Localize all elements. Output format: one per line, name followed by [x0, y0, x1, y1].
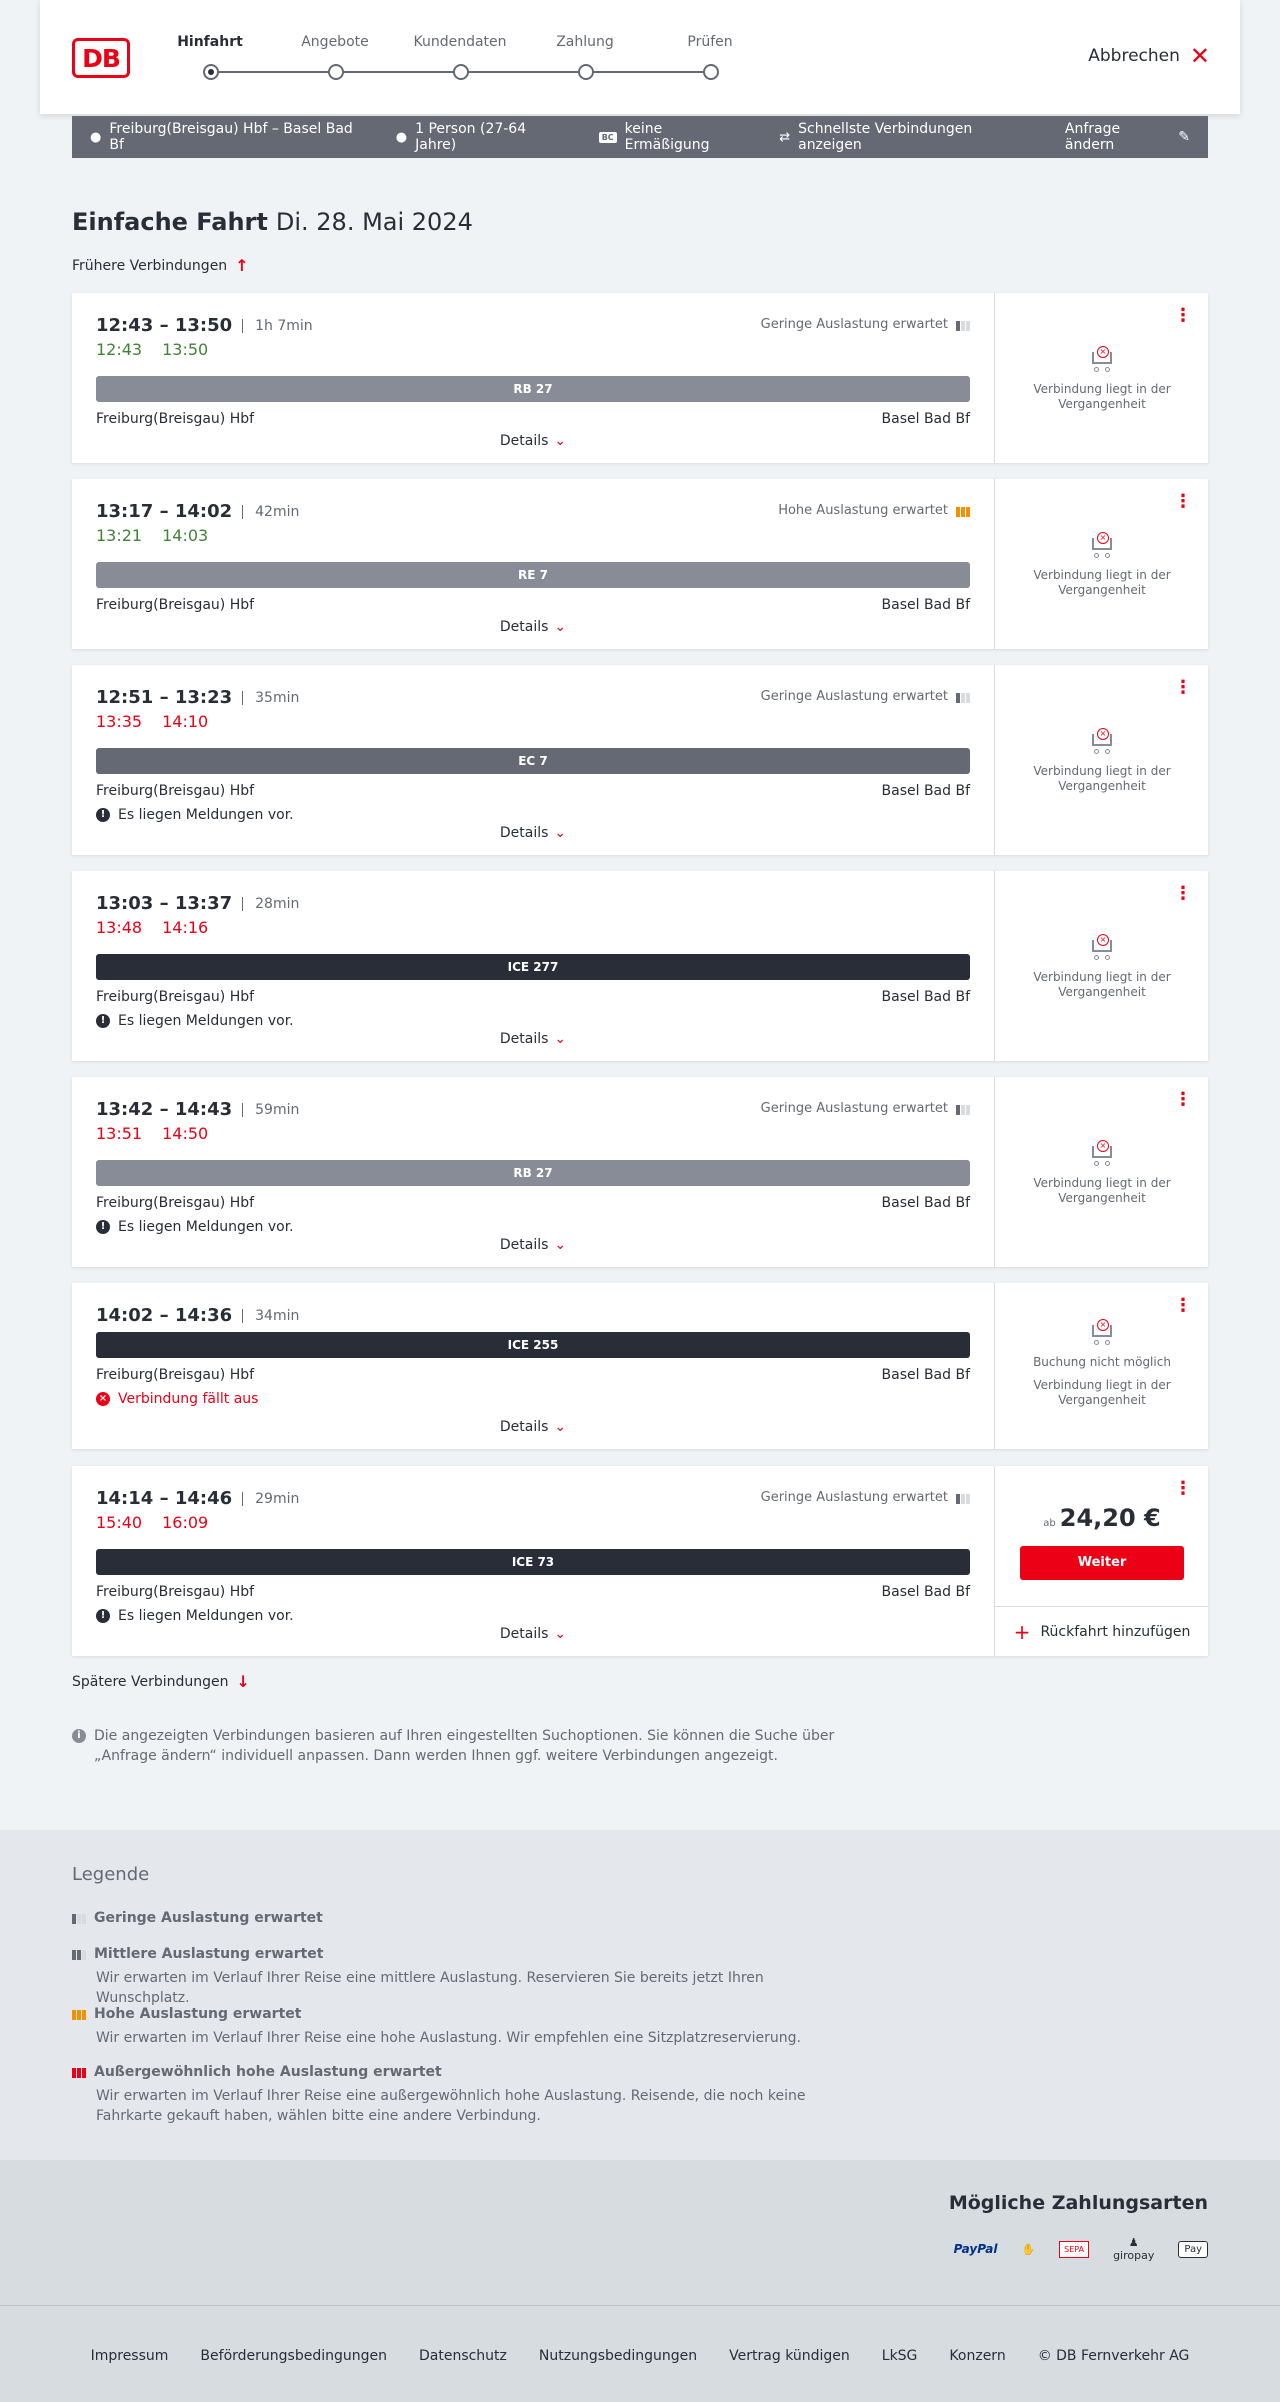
- details-toggle[interactable]: [72, 433, 994, 449]
- footer-link-vertrag-kuendigen[interactable]: Vertrag kündigen: [729, 2348, 850, 2364]
- destination-station: Basel Bad Bf: [881, 1195, 970, 1211]
- more-options-icon[interactable]: ⋮: [1174, 305, 1192, 326]
- details-label: Details: [499, 1031, 549, 1047]
- realtime-times: [96, 712, 970, 732]
- occupancy-label: Geringe Auslastung erwartet: [760, 1101, 948, 1116]
- legend-item-title: Mittlere Auslastung erwartet: [94, 1946, 324, 1962]
- details-label: Details: [499, 619, 549, 635]
- cancellation-text: Verbindung fällt aus: [118, 1391, 259, 1407]
- cancel-label: Abbrechen: [1088, 46, 1180, 66]
- step-dot: [453, 64, 469, 80]
- destination-station: Basel Bad Bf: [881, 597, 970, 613]
- step-pruefen[interactable]: [650, 34, 770, 54]
- step-dot: [203, 64, 219, 80]
- realtime-arrival: 13:50: [162, 340, 209, 359]
- origin-station: Freiburg(Breisgau) Hbf: [96, 1584, 255, 1600]
- earlier-label: Frühere Verbindungen: [72, 257, 228, 274]
- connection-card[interactable]: [72, 1283, 1208, 1449]
- fastest-toggle[interactable]: [779, 121, 1033, 153]
- disruption-text: Es liegen Meldungen vor.: [118, 807, 294, 823]
- legend-item: [72, 2064, 852, 2126]
- step-dot: [703, 64, 719, 80]
- occupancy-info: [761, 1101, 970, 1116]
- search-summary-bar: [72, 116, 1208, 158]
- offer-panel: [994, 1283, 1208, 1449]
- step-dot: [578, 64, 594, 80]
- alert-icon: !: [96, 808, 110, 822]
- close-icon: ✕: [1189, 42, 1210, 70]
- connection-card[interactable]: [72, 293, 1208, 463]
- occupancy-info: [761, 689, 970, 704]
- chevron-down-icon: ⌄: [554, 1419, 567, 1435]
- occupancy-low-icon: [956, 691, 970, 703]
- alert-icon: !: [96, 1014, 110, 1028]
- step-label: Hinfahrt: [177, 34, 243, 50]
- disruption-notice: [96, 807, 970, 823]
- occupancy-label: Geringe Auslastung erwartet: [760, 1490, 948, 1505]
- add-return-button[interactable]: [995, 1606, 1209, 1656]
- realtime-departure: 13:35: [96, 712, 143, 731]
- giropay-label: giropay: [1113, 2249, 1155, 2262]
- legend-title: Legende: [72, 1864, 150, 1885]
- realtime-times: [96, 340, 970, 360]
- step-hinfahrt[interactable]: [150, 34, 270, 54]
- details-label: Details: [499, 1237, 549, 1253]
- price: [995, 1504, 1209, 1532]
- paypal-icon: PayPal: [953, 2242, 998, 2256]
- details-toggle[interactable]: [72, 1626, 994, 1642]
- occupancy-info: [761, 317, 970, 332]
- stations: [96, 1195, 970, 1211]
- legend-item: [72, 1910, 852, 1926]
- add-return-label: Rückfahrt hinzufügen: [1040, 1623, 1191, 1640]
- occupancy-high-icon: [72, 2008, 86, 2020]
- footer-copyright: © DB Fernverkehr AG: [1037, 2348, 1190, 2364]
- destination-station: Basel Bad Bf: [881, 1584, 970, 1600]
- train-bar[interactable]: RB 27: [96, 376, 970, 402]
- edit-request-label: Anfrage ändern: [1064, 121, 1121, 153]
- train-bar[interactable]: RE 7: [96, 562, 970, 588]
- duration: 35min: [242, 691, 299, 705]
- duration: 59min: [242, 1103, 299, 1117]
- realtime-arrival: 14:16: [162, 918, 209, 937]
- cancel-button[interactable]: [1088, 42, 1210, 70]
- origin-station: Freiburg(Breisgau) Hbf: [96, 783, 255, 799]
- duration: 1h 7min: [242, 319, 313, 333]
- destination-station: Basel Bad Bf: [881, 1367, 970, 1383]
- chevron-down-icon: ⌄: [554, 1237, 567, 1253]
- trip-type: Einfache Fahrt: [72, 208, 268, 236]
- price-prefix: ab: [1043, 1518, 1056, 1529]
- chevron-down-icon: ⌄: [554, 1626, 567, 1642]
- fastest-text: Schnellste Verbindungen anzeigen: [798, 121, 973, 153]
- cart-unavailable-icon: ×: [1088, 1321, 1116, 1345]
- train-bar[interactable]: ICE 73: [96, 1549, 970, 1575]
- footer-link-impressum[interactable]: Impressum: [90, 2348, 169, 2364]
- step-label: Angebote: [301, 34, 369, 50]
- train-bar[interactable]: RB 27: [96, 1160, 970, 1186]
- alert-icon: !: [96, 1220, 110, 1234]
- earlier-connections-link[interactable]: [72, 256, 249, 275]
- more-options-icon[interactable]: ⋮: [1174, 1478, 1192, 1499]
- giropay-icon: ♟ giropay: [1113, 2236, 1155, 2262]
- more-options-icon[interactable]: ⋮: [1174, 677, 1192, 698]
- duration: 28min: [242, 897, 299, 911]
- price-value: 24,20 €: [1059, 1504, 1161, 1532]
- disruption-notice: [96, 1013, 970, 1029]
- connection-card[interactable]: [72, 871, 1208, 1061]
- discount-summary[interactable]: [599, 121, 748, 153]
- pencil-icon: ✎: [1178, 129, 1190, 145]
- past-text: Verbindung liegt in der Vergangenheit: [1033, 1176, 1171, 1205]
- occupancy-medium-icon: [72, 1948, 86, 1960]
- details-toggle[interactable]: [72, 1419, 994, 1435]
- connection-card[interactable]: [72, 665, 1208, 855]
- footer-link-konzern[interactable]: Konzern: [949, 2348, 1006, 2364]
- destination-station: Basel Bad Bf: [881, 989, 970, 1005]
- planned-times: 14:02 – 14:36: [96, 1305, 233, 1326]
- details-label: Details: [499, 1626, 549, 1642]
- occupancy-low-icon: [956, 1492, 970, 1504]
- alert-icon: !: [96, 1609, 110, 1623]
- legend-item-text: Wir erwarten im Verlauf Ihrer Reise eine mittlere Auslastung. Reservieren Sie bereits jetzt Ihren Wunschplatz.: [96, 1970, 764, 2006]
- realtime-departure: 13:51: [96, 1124, 143, 1143]
- continue-button[interactable]: Weiter: [1020, 1546, 1184, 1580]
- realtime-arrival: 14:10: [162, 712, 209, 731]
- disruption-text: Es liegen Meldungen vor.: [118, 1219, 294, 1235]
- step-zahlung[interactable]: [525, 34, 645, 54]
- past-notice: [995, 534, 1209, 598]
- past-text: Verbindung liegt in der Vergangenheit: [1033, 568, 1171, 597]
- occupancy-extreme-icon: [72, 2066, 86, 2078]
- occupancy-low-icon: [72, 1912, 86, 1924]
- details-toggle[interactable]: [72, 1031, 994, 1047]
- trip-date: Di. 28. Mai 2024: [275, 208, 473, 236]
- past-notice: [995, 1142, 1209, 1206]
- details-toggle[interactable]: [72, 825, 994, 841]
- planned-times: 13:03 – 13:37: [96, 893, 233, 914]
- info-icon: i: [72, 1729, 86, 1743]
- occupancy-high-icon: [956, 505, 970, 517]
- occupancy-legend: [0, 1830, 1280, 2160]
- arrow-up-icon: ↑: [235, 256, 249, 275]
- footer-link-datenschutz[interactable]: Datenschutz: [418, 2348, 507, 2364]
- payment-methods: [0, 2160, 1280, 2305]
- occupancy-info: [778, 503, 970, 518]
- search-info-note: [72, 1726, 852, 1766]
- offer-panel: [994, 1466, 1208, 1656]
- stations: [96, 1367, 970, 1383]
- realtime-arrival: 14:50: [162, 1124, 209, 1143]
- later-connections-link[interactable]: [72, 1672, 250, 1691]
- chevron-down-icon: ⌄: [554, 619, 567, 635]
- plus-icon: +: [1013, 1619, 1031, 1644]
- route-text: Freiburg(Breisgau) Hbf – Basel Bad Bf: [109, 121, 353, 153]
- location-pin-icon: ●: [90, 129, 102, 145]
- occupancy-label: Geringe Auslastung erwartet: [760, 317, 948, 332]
- origin-station: Freiburg(Breisgau) Hbf: [96, 1367, 255, 1383]
- occupancy-info: [761, 1490, 970, 1505]
- more-options-icon[interactable]: ⋮: [1174, 1295, 1192, 1316]
- realtime-departure: 15:40: [96, 1513, 143, 1532]
- planned-times: 13:17 – 14:02: [96, 501, 233, 522]
- swap-arrows-icon: ⇄: [779, 129, 791, 145]
- schedule-times: [96, 1305, 970, 1326]
- discount-text: keine Ermäßigung: [624, 121, 710, 153]
- stations: [96, 597, 970, 613]
- stations: [96, 989, 970, 1005]
- footer: [0, 2305, 1280, 2402]
- legend-item-title: Hohe Auslastung erwartet: [94, 2006, 302, 2022]
- legend-item-title: Außergewöhnlich hohe Auslastung erwartet: [94, 2064, 442, 2080]
- payment-icons: [954, 2236, 1208, 2262]
- offer-panel: [994, 665, 1208, 855]
- info-text: Die angezeigten Verbindungen basieren auf Ihren eingestellten Suchoptionen. Sie können die Suche über „Anfrage ändern“ individuell anpassen. Dann werden Ihnen ggf. weitere Verbindungen angezeigt.: [94, 1728, 835, 1764]
- cancellation-notice: [96, 1391, 970, 1407]
- passenger-text: 1 Person (27-64 Jahre): [415, 121, 527, 153]
- planned-times: 13:42 – 14:43: [96, 1099, 233, 1120]
- cart-unavailable-icon: ×: [1088, 534, 1116, 558]
- realtime-times: [96, 1513, 970, 1533]
- more-options-icon[interactable]: ⋮: [1174, 883, 1192, 904]
- connection-card[interactable]: [72, 1466, 1208, 1656]
- offer-panel: [994, 479, 1208, 649]
- step-label: Prüfen: [687, 34, 733, 50]
- db-logo[interactable]: DB: [72, 38, 130, 78]
- cart-unavailable-icon: ×: [1088, 936, 1116, 960]
- step-angebote[interactable]: [275, 34, 395, 54]
- disruption-text: Es liegen Meldungen vor.: [118, 1608, 294, 1624]
- realtime-departure: 12:43: [96, 340, 143, 359]
- past-text: Verbindung liegt in der Vergangenheit: [1033, 1378, 1171, 1407]
- cart-unavailable-icon: ×: [1088, 348, 1116, 372]
- edit-request-button[interactable]: [1065, 121, 1190, 153]
- details-toggle[interactable]: [72, 619, 994, 635]
- realtime-arrival: 14:03: [162, 526, 209, 545]
- realtime-times: [96, 1124, 970, 1144]
- realtime-times: [96, 526, 970, 546]
- offer-panel: [994, 871, 1208, 1061]
- stations: [96, 1584, 970, 1600]
- disruption-text: Es liegen Meldungen vor.: [118, 1013, 294, 1029]
- past-text: Verbindung liegt in der Vergangenheit: [1033, 764, 1171, 793]
- past-notice: [995, 936, 1209, 1000]
- realtime-departure: 13:48: [96, 918, 143, 937]
- train-bar[interactable]: EC 7: [96, 748, 970, 774]
- more-options-icon[interactable]: ⋮: [1174, 1089, 1192, 1110]
- details-label: Details: [499, 1419, 549, 1435]
- details-toggle[interactable]: [72, 1237, 994, 1253]
- duration: 29min: [242, 1492, 299, 1506]
- connection-card[interactable]: [72, 479, 1208, 649]
- schedule-times: [96, 893, 970, 914]
- footer-link-befoerderungsbedingungen[interactable]: Beförderungsbedingungen: [200, 2348, 387, 2364]
- planned-times: 12:51 – 13:23: [96, 687, 233, 708]
- details-label: Details: [499, 825, 549, 841]
- disruption-notice: [96, 1608, 970, 1624]
- cart-unavailable-icon: ×: [1088, 1142, 1116, 1166]
- apple-pay-icon: [1178, 2241, 1208, 2258]
- legend-item-title: Geringe Auslastung erwartet: [94, 1910, 323, 1926]
- chevron-down-icon: ⌄: [554, 433, 567, 449]
- occupancy-low-icon: [956, 319, 970, 331]
- origin-station: Freiburg(Breisgau) Hbf: [96, 1195, 255, 1211]
- legend-item: [72, 1946, 852, 2008]
- stations: [96, 783, 970, 799]
- step-dot: [328, 64, 344, 80]
- page-title: [72, 208, 473, 236]
- occupancy-label: Geringe Auslastung erwartet: [760, 689, 948, 704]
- sepa-icon: SEPA: [1059, 2241, 1089, 2258]
- occupancy-low-icon: [956, 1103, 970, 1115]
- footer-link-lksg[interactable]: LkSG: [881, 2348, 918, 2364]
- planned-times: 12:43 – 13:50: [96, 315, 233, 336]
- duration: 34min: [242, 1309, 299, 1323]
- later-label: Spätere Verbindungen: [72, 1673, 229, 1690]
- past-notice: [995, 730, 1209, 794]
- step-label: Kundendaten: [413, 34, 507, 50]
- apple-pay-label: Pay: [1184, 2243, 1202, 2255]
- planned-times: 14:14 – 14:46: [96, 1488, 233, 1509]
- offer-panel: [994, 1077, 1208, 1267]
- details-label: Details: [499, 433, 549, 449]
- offer-panel: [994, 293, 1208, 463]
- legend-item-text: Wir erwarten im Verlauf Ihrer Reise eine hohe Auslastung. Wir empfehlen eine Sitzplatzreservierung.: [96, 2030, 801, 2046]
- legend-item-text: Wir erwarten im Verlauf Ihrer Reise eine außergewöhnlich hohe Auslastung. Reisende, die noch keine Fahrkarte gekauft haben, wählen bitte eine andere Verbindung.: [96, 2088, 806, 2124]
- booking-header: [40, 0, 1240, 114]
- realtime-times: [96, 918, 970, 938]
- footer-link-nutzungsbedingungen[interactable]: Nutzungsbedingungen: [538, 2348, 698, 2364]
- disruption-notice: [96, 1219, 970, 1235]
- route-summary[interactable]: [90, 121, 364, 153]
- train-bar[interactable]: ICE 277: [96, 954, 970, 980]
- realtime-departure: 13:21: [96, 526, 143, 545]
- legend-item: [72, 2006, 852, 2048]
- destination-station: Basel Bad Bf: [881, 411, 970, 427]
- error-icon: ×: [96, 1392, 110, 1406]
- chevron-down-icon: ⌄: [554, 1031, 567, 1047]
- occupancy-label: Hohe Auslastung erwartet: [778, 503, 948, 518]
- origin-station: Freiburg(Breisgau) Hbf: [96, 989, 255, 1005]
- footer-links: [0, 2348, 1280, 2364]
- duration: 42min: [242, 505, 299, 519]
- bahncard-icon: BC: [599, 132, 617, 143]
- no-booking-text: Buchung nicht möglich: [1033, 1355, 1171, 1369]
- credit-card-icon: ✋: [1021, 2242, 1036, 2256]
- cart-unavailable-icon: ×: [1088, 730, 1116, 754]
- step-kundendaten[interactable]: [400, 34, 520, 54]
- past-notice: [995, 348, 1209, 412]
- passenger-summary[interactable]: [396, 121, 567, 153]
- origin-station: Freiburg(Breisgau) Hbf: [96, 411, 255, 427]
- connection-card[interactable]: [72, 1077, 1208, 1267]
- past-text: Verbindung liegt in der Vergangenheit: [1033, 382, 1171, 411]
- chevron-down-icon: ⌄: [554, 825, 567, 841]
- realtime-arrival: 16:09: [162, 1513, 209, 1532]
- origin-station: Freiburg(Breisgau) Hbf: [96, 597, 255, 613]
- train-bar[interactable]: ICE 255: [96, 1332, 970, 1358]
- stations: [96, 411, 970, 427]
- payment-title: Mögliche Zahlungsarten: [948, 2192, 1208, 2214]
- destination-station: Basel Bad Bf: [881, 783, 970, 799]
- past-notice: [995, 1321, 1209, 1408]
- step-label: Zahlung: [556, 34, 614, 50]
- arrow-down-icon: ↓: [236, 1672, 250, 1691]
- more-options-icon[interactable]: ⋮: [1174, 491, 1192, 512]
- past-text: Verbindung liegt in der Vergangenheit: [1033, 970, 1171, 999]
- person-icon: ●: [395, 129, 408, 145]
